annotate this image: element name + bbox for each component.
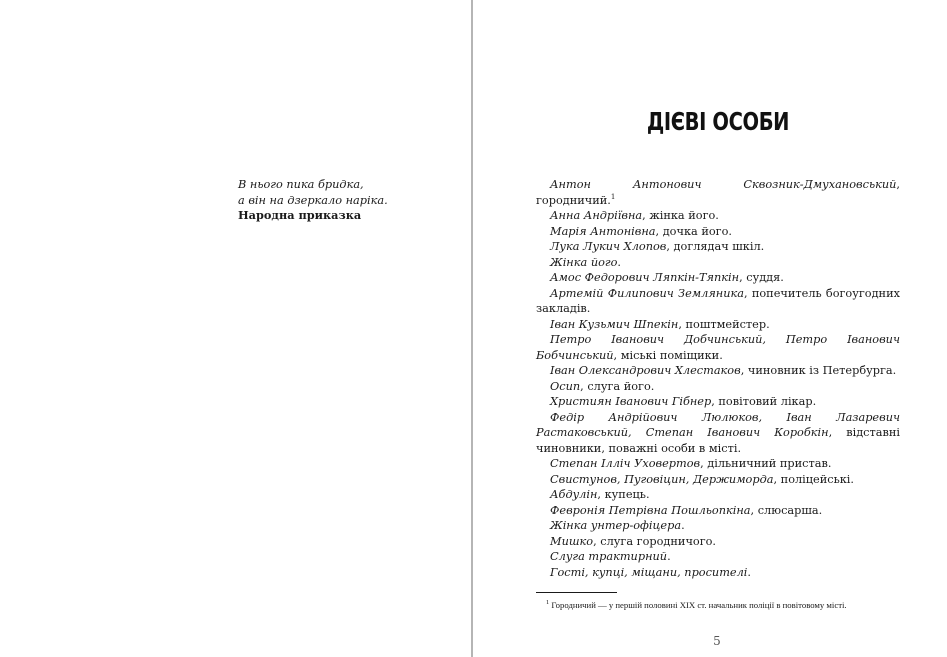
character-description: , слюсарша. — [750, 503, 823, 517]
character-description: , поштмейстер. — [678, 317, 770, 331]
character-description: . — [667, 550, 671, 563]
character-name: Жінка унтер-офіцера — [550, 519, 682, 532]
page-number: 5 — [713, 634, 721, 648]
cast-entry — [536, 503, 900, 519]
cast-entry — [536, 270, 900, 286]
character-description: . — [617, 255, 621, 269]
page-title: ДІЄВІ ОСОБИ — [646, 107, 790, 136]
character-name: Федір Андрійович Люлюков, Іван Лазаревич Растаковський, Степан Іванович Коробкін — [536, 410, 900, 439]
cast-entry — [536, 410, 900, 457]
character-description: , слуга городничого. — [593, 534, 717, 548]
character-name: Артемій Филипович Земляника — [550, 286, 744, 300]
character-name: Християн Іванович Гібнер — [550, 395, 712, 408]
cast-entry — [536, 487, 900, 503]
footnote-divider — [536, 592, 617, 593]
character-description: , жінка його. — [642, 209, 719, 222]
character-description: , міські поміщики. — [613, 348, 723, 362]
character-name: Лука Лукич Хлопов — [550, 240, 667, 253]
cast-entry — [536, 456, 900, 472]
epigraph-line: В нього пика бридка, — [238, 178, 364, 191]
character-description: . — [681, 519, 685, 532]
character-description: , поліцейські. — [773, 472, 855, 486]
character-name: Слуга трактирний — [550, 550, 668, 563]
character-name: Гості, купці, міщани, просителі — [550, 565, 748, 579]
character-name: Осип — [550, 379, 581, 393]
cast-entry — [536, 472, 900, 488]
cast-entry — [536, 549, 900, 565]
character-description: , городничий. — [536, 178, 900, 207]
cast-entry — [536, 239, 900, 255]
cast-entry — [536, 286, 900, 317]
cast-entry — [536, 317, 900, 333]
character-description: , суддя. — [739, 271, 784, 284]
character-description: , слуга його. — [580, 379, 655, 393]
footnote-number: 1 — [546, 599, 550, 607]
epigraph — [238, 177, 458, 224]
character-name: Петро Іванович Добчинський, Петро Іванович Бобчинський — [536, 333, 900, 362]
cast-entry — [536, 208, 900, 224]
cast-entry — [536, 565, 900, 581]
cast-entry — [536, 177, 900, 208]
character-description: . — [747, 565, 751, 579]
character-name: Мишко — [550, 534, 594, 548]
cast-list — [536, 177, 900, 580]
book-gutter — [471, 0, 473, 657]
cast-entry — [536, 255, 900, 271]
cast-entry — [536, 363, 900, 379]
footnote — [536, 600, 900, 611]
character-name: Свистунов, Пуговіцин, Держиморда — [550, 472, 774, 486]
character-description: , попечитель богоугодних закладів. — [536, 286, 900, 315]
cast-entry — [536, 379, 900, 395]
character-name: Антон Антонович Сквозник-Дмухановський — [550, 178, 897, 191]
cast-entry — [536, 534, 900, 550]
character-description: , чиновник із Петербурга. — [740, 364, 897, 377]
footnote-text: Городничий — у першій половині XIX ст. начальник поліції в повітовому місті. — [549, 600, 847, 610]
character-name: Марія Антонівна — [550, 224, 656, 238]
cast-entry — [536, 518, 900, 534]
character-description: , відставні чиновники, поважні особи в місті. — [536, 426, 900, 455]
cast-entry — [536, 224, 900, 240]
character-name: Жінка його — [550, 255, 618, 269]
character-description: , повітовий лікар. — [711, 395, 817, 408]
epigraph-line: а він на дзеркало наріка. — [238, 193, 388, 207]
character-name: Февронія Петрівна Пошльопкіна — [550, 503, 751, 517]
character-name: Амос Федорович Ляпкін-Тяпкін — [550, 271, 740, 284]
character-name: Абдулін — [550, 488, 598, 501]
character-name: Іван Олександрович Хлестаков — [550, 364, 741, 377]
cast-entry — [536, 394, 900, 410]
character-description: , дільничний пристав. — [700, 457, 832, 470]
footnote-reference: 1 — [610, 192, 616, 201]
character-description: , доглядач шкіл. — [666, 240, 765, 253]
character-description: , дочка його. — [655, 224, 732, 238]
epigraph-source: Народна приказка — [238, 208, 362, 222]
character-name: Іван Кузьмич Шпекін — [550, 317, 679, 331]
character-name: Анна Андріївна — [550, 209, 643, 222]
character-name: Степан Ілліч Уховертов — [550, 457, 701, 470]
character-description: , купець. — [597, 488, 650, 501]
cast-entry — [536, 332, 900, 363]
